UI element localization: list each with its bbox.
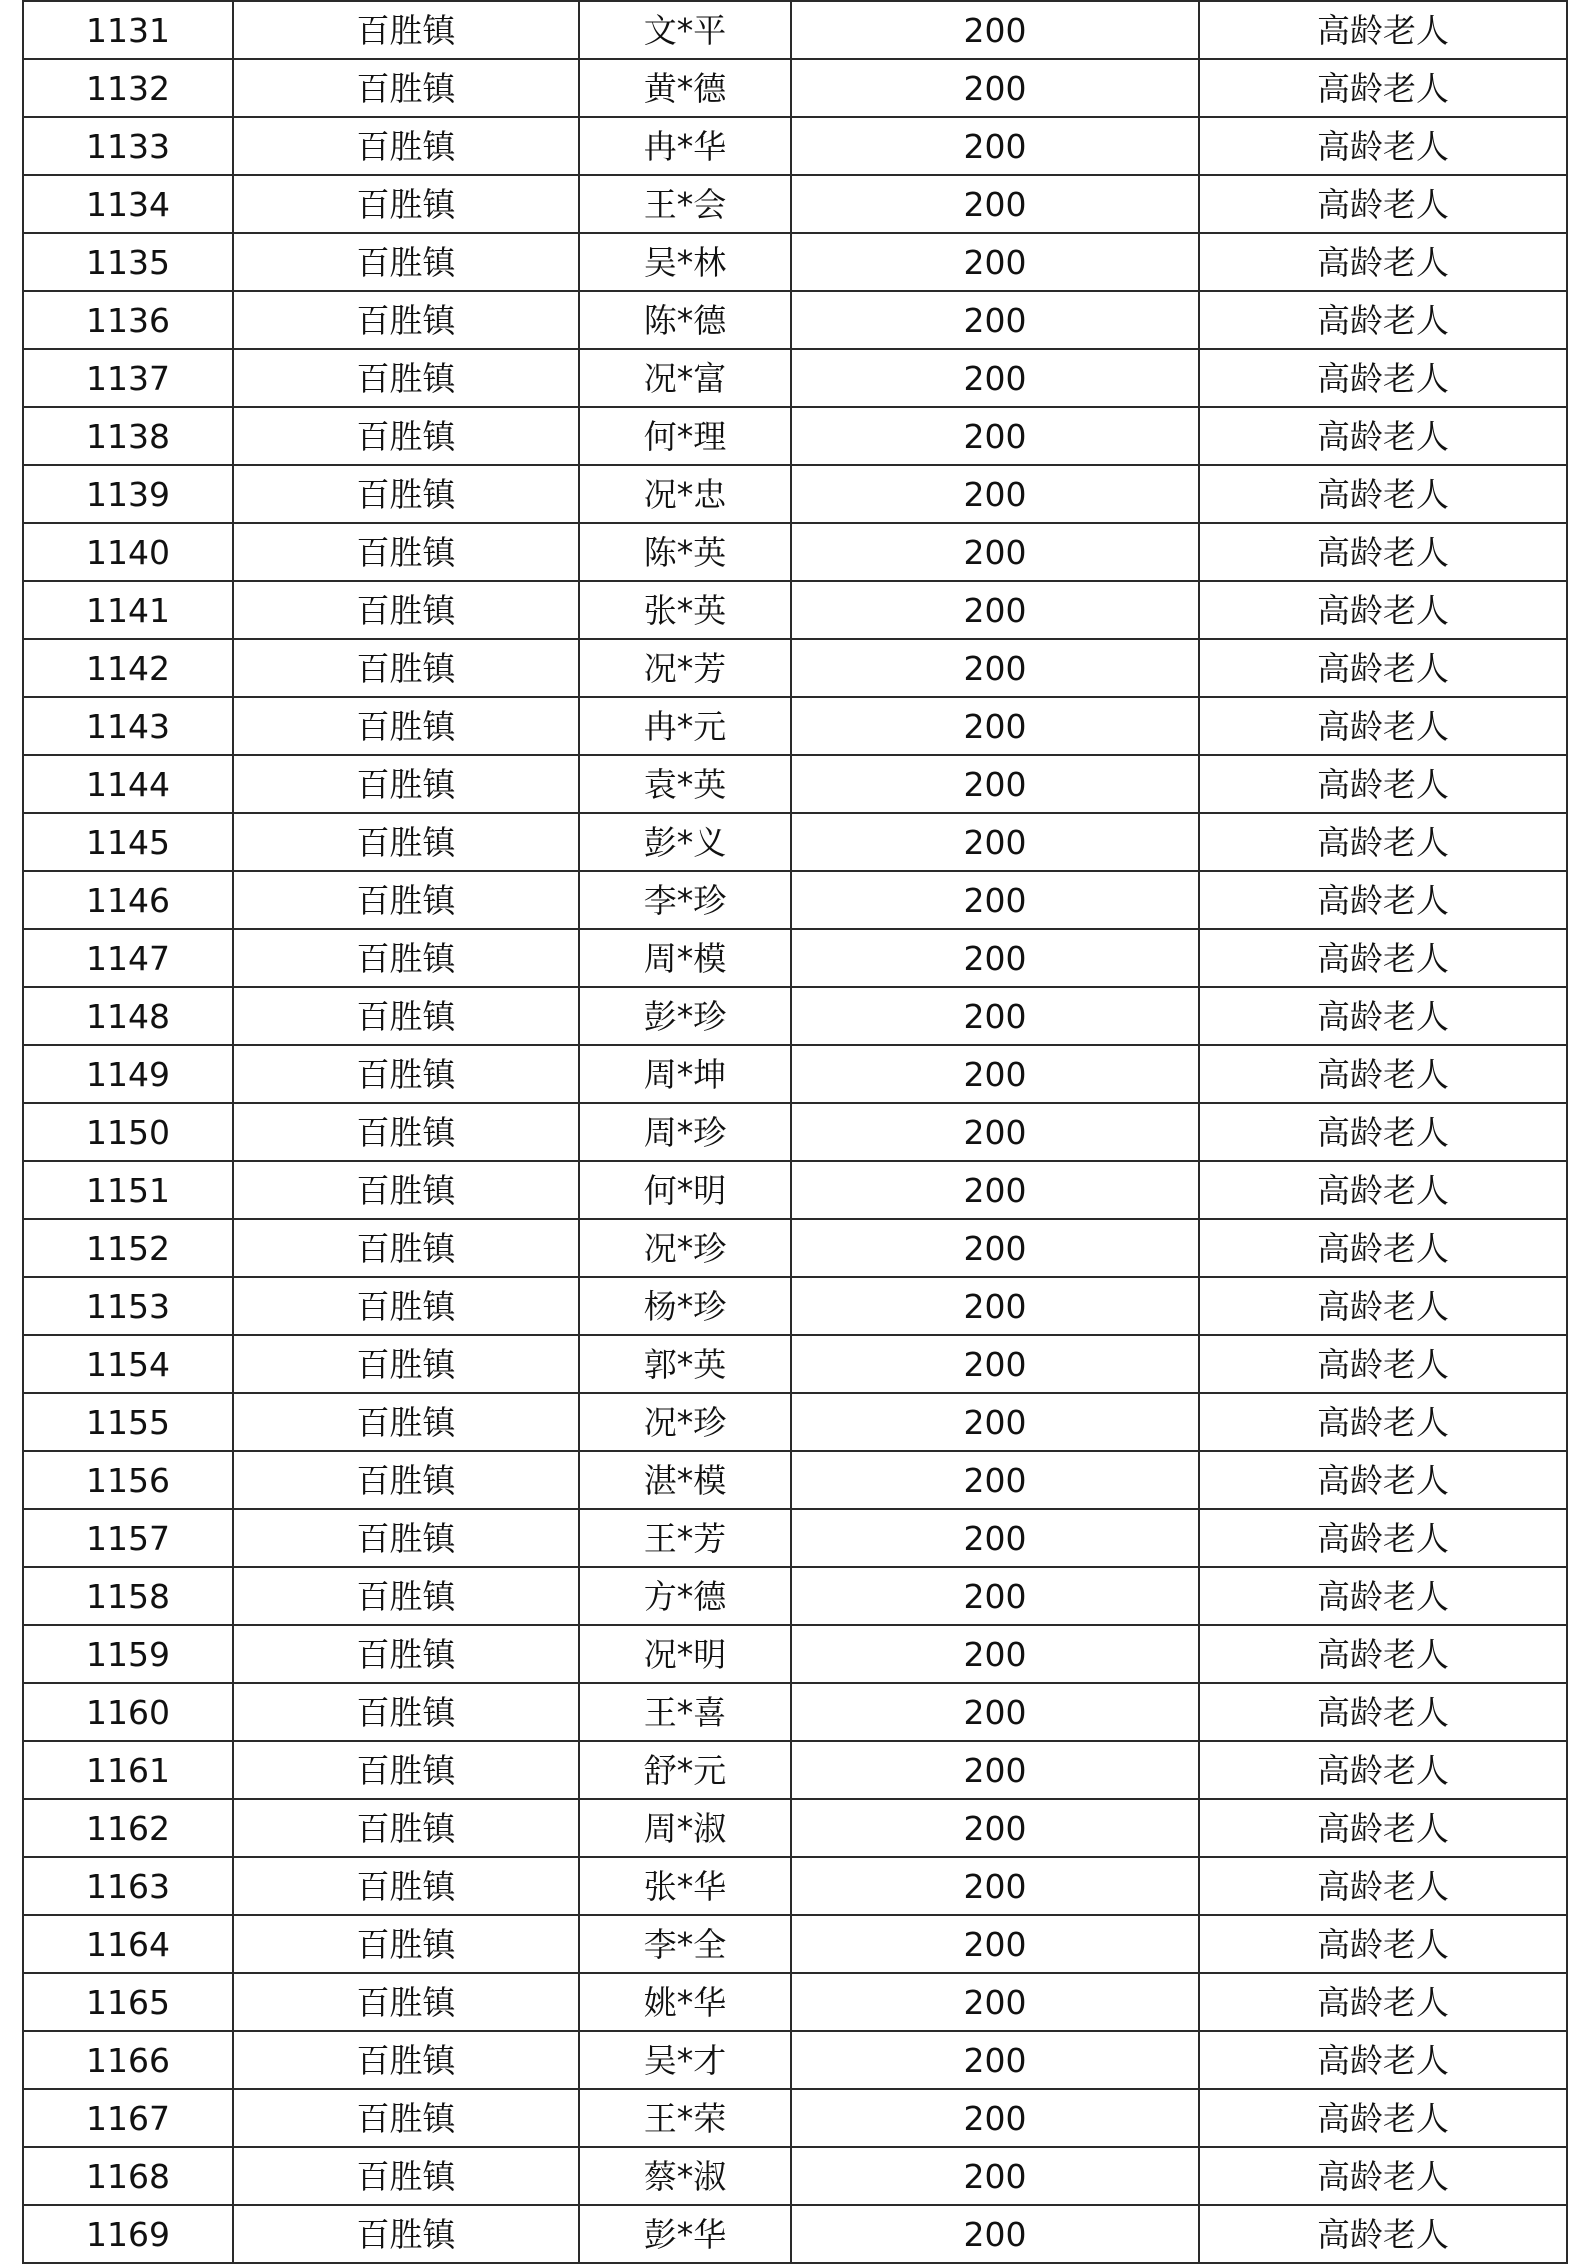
row-number-cell: 1158 [23,1567,233,1625]
town-cell: 百胜镇 [233,1915,579,1973]
row-number-cell: 1167 [23,2089,233,2147]
row-number-cell: 1137 [23,349,233,407]
table-row [23,523,1567,581]
table-row [23,59,1567,117]
category-cell: 高龄老人 [1199,117,1567,175]
amount-cell: 200 [791,59,1199,117]
table-row [23,1799,1567,1857]
table-row [23,2205,1567,2263]
table-row [23,1857,1567,1915]
name-cell: 何*理 [579,407,791,465]
amount-cell: 200 [791,523,1199,581]
table-row [23,1335,1567,1393]
table-row [23,407,1567,465]
name-cell: 况*明 [579,1625,791,1683]
row-number-cell: 1135 [23,233,233,291]
category-cell: 高龄老人 [1199,1509,1567,1567]
amount-cell: 200 [791,233,1199,291]
table-row [23,465,1567,523]
name-cell: 况*珍 [579,1219,791,1277]
table-row [23,1625,1567,1683]
amount-cell: 200 [791,2031,1199,2089]
table-row [23,233,1567,291]
category-cell: 高龄老人 [1199,407,1567,465]
name-cell: 吴*才 [579,2031,791,2089]
category-cell: 高龄老人 [1199,59,1567,117]
name-cell: 张*英 [579,581,791,639]
town-cell: 百胜镇 [233,581,579,639]
amount-cell: 200 [791,1161,1199,1219]
table-row [23,1567,1567,1625]
town-cell: 百胜镇 [233,1683,579,1741]
amount-cell: 200 [791,2147,1199,2205]
name-cell: 冉*元 [579,697,791,755]
town-cell: 百胜镇 [233,233,579,291]
name-cell: 姚*华 [579,1973,791,2031]
row-number-cell: 1136 [23,291,233,349]
category-cell: 高龄老人 [1199,697,1567,755]
table-row [23,1277,1567,1335]
name-cell: 杨*珍 [579,1277,791,1335]
row-number-cell: 1160 [23,1683,233,1741]
table-row [23,813,1567,871]
row-number-cell: 1168 [23,2147,233,2205]
name-cell: 周*模 [579,929,791,987]
amount-cell: 200 [791,929,1199,987]
table-row [23,871,1567,929]
category-cell: 高龄老人 [1199,755,1567,813]
amount-cell: 200 [791,1103,1199,1161]
category-cell: 高龄老人 [1199,1335,1567,1393]
row-number-cell: 1131 [23,1,233,59]
name-cell: 陈*英 [579,523,791,581]
town-cell: 百胜镇 [233,407,579,465]
table-row [23,1451,1567,1509]
town-cell: 百胜镇 [233,1335,579,1393]
town-cell: 百胜镇 [233,1103,579,1161]
amount-cell: 200 [791,697,1199,755]
name-cell: 吴*林 [579,233,791,291]
town-cell: 百胜镇 [233,987,579,1045]
category-cell: 高龄老人 [1199,1973,1567,2031]
row-number-cell: 1157 [23,1509,233,1567]
category-cell: 高龄老人 [1199,2089,1567,2147]
amount-cell: 200 [791,1045,1199,1103]
row-number-cell: 1149 [23,1045,233,1103]
town-cell: 百胜镇 [233,1451,579,1509]
category-cell: 高龄老人 [1199,1103,1567,1161]
name-cell: 彭*珍 [579,987,791,1045]
category-cell: 高龄老人 [1199,2147,1567,2205]
name-cell: 周*珍 [579,1103,791,1161]
amount-cell: 200 [791,1567,1199,1625]
amount-cell: 200 [791,1393,1199,1451]
amount-cell: 200 [791,755,1199,813]
row-number-cell: 1140 [23,523,233,581]
row-number-cell: 1156 [23,1451,233,1509]
town-cell: 百胜镇 [233,639,579,697]
town-cell: 百胜镇 [233,697,579,755]
table-row [23,1045,1567,1103]
name-cell: 李*全 [579,1915,791,1973]
table-row [23,175,1567,233]
town-cell: 百胜镇 [233,1973,579,2031]
town-cell: 百胜镇 [233,291,579,349]
amount-cell: 200 [791,987,1199,1045]
table-row [23,2147,1567,2205]
name-cell: 况*芳 [579,639,791,697]
town-cell: 百胜镇 [233,1799,579,1857]
category-cell: 高龄老人 [1199,581,1567,639]
amount-cell: 200 [791,1799,1199,1857]
row-number-cell: 1146 [23,871,233,929]
row-number-cell: 1162 [23,1799,233,1857]
town-cell: 百胜镇 [233,1857,579,1915]
town-cell: 百胜镇 [233,1509,579,1567]
category-cell: 高龄老人 [1199,1161,1567,1219]
row-number-cell: 1154 [23,1335,233,1393]
table-row [23,2089,1567,2147]
amount-cell: 200 [791,581,1199,639]
town-cell: 百胜镇 [233,349,579,407]
amount-cell: 200 [791,2205,1199,2263]
subsidy-list-table [22,0,1568,2264]
category-cell: 高龄老人 [1199,349,1567,407]
category-cell: 高龄老人 [1199,233,1567,291]
table-row [23,1,1567,59]
category-cell: 高龄老人 [1199,813,1567,871]
row-number-cell: 1145 [23,813,233,871]
town-cell: 百胜镇 [233,755,579,813]
table-row [23,581,1567,639]
amount-cell: 200 [791,407,1199,465]
row-number-cell: 1143 [23,697,233,755]
town-cell: 百胜镇 [233,1277,579,1335]
town-cell: 百胜镇 [233,929,579,987]
amount-cell: 200 [791,1625,1199,1683]
table-row [23,1161,1567,1219]
category-cell: 高龄老人 [1199,2031,1567,2089]
amount-cell: 200 [791,1,1199,59]
row-number-cell: 1142 [23,639,233,697]
town-cell: 百胜镇 [233,117,579,175]
row-number-cell: 1169 [23,2205,233,2263]
town-cell: 百胜镇 [233,523,579,581]
table-row [23,639,1567,697]
table-row [23,987,1567,1045]
name-cell: 郭*英 [579,1335,791,1393]
row-number-cell: 1164 [23,1915,233,1973]
town-cell: 百胜镇 [233,1219,579,1277]
town-cell: 百胜镇 [233,1567,579,1625]
category-cell: 高龄老人 [1199,1625,1567,1683]
amount-cell: 200 [791,1277,1199,1335]
row-number-cell: 1151 [23,1161,233,1219]
table-row [23,755,1567,813]
name-cell: 袁*英 [579,755,791,813]
table-row [23,349,1567,407]
amount-cell: 200 [791,2089,1199,2147]
name-cell: 张*华 [579,1857,791,1915]
table-row [23,2031,1567,2089]
name-cell: 彭*义 [579,813,791,871]
row-number-cell: 1161 [23,1741,233,1799]
row-number-cell: 1163 [23,1857,233,1915]
category-cell: 高龄老人 [1199,1219,1567,1277]
town-cell: 百胜镇 [233,2205,579,2263]
category-cell: 高龄老人 [1199,523,1567,581]
amount-cell: 200 [791,639,1199,697]
name-cell: 李*珍 [579,871,791,929]
name-cell: 蔡*淑 [579,2147,791,2205]
row-number-cell: 1165 [23,1973,233,2031]
row-number-cell: 1153 [23,1277,233,1335]
table-row [23,1393,1567,1451]
row-number-cell: 1155 [23,1393,233,1451]
category-cell: 高龄老人 [1199,1277,1567,1335]
name-cell: 陈*德 [579,291,791,349]
category-cell: 高龄老人 [1199,1045,1567,1103]
category-cell: 高龄老人 [1199,1393,1567,1451]
row-number-cell: 1147 [23,929,233,987]
name-cell: 王*喜 [579,1683,791,1741]
amount-cell: 200 [791,1683,1199,1741]
row-number-cell: 1132 [23,59,233,117]
amount-cell: 200 [791,1741,1199,1799]
name-cell: 黄*德 [579,59,791,117]
amount-cell: 200 [791,1509,1199,1567]
town-cell: 百胜镇 [233,1741,579,1799]
row-number-cell: 1166 [23,2031,233,2089]
table-row [23,1509,1567,1567]
name-cell: 王*会 [579,175,791,233]
name-cell: 况*忠 [579,465,791,523]
name-cell: 王*荣 [579,2089,791,2147]
amount-cell: 200 [791,465,1199,523]
row-number-cell: 1144 [23,755,233,813]
table-row [23,929,1567,987]
name-cell: 王*芳 [579,1509,791,1567]
row-number-cell: 1141 [23,581,233,639]
category-cell: 高龄老人 [1199,1857,1567,1915]
table-row [23,697,1567,755]
name-cell: 冉*华 [579,117,791,175]
row-number-cell: 1138 [23,407,233,465]
category-cell: 高龄老人 [1199,639,1567,697]
amount-cell: 200 [791,117,1199,175]
amount-cell: 200 [791,1973,1199,2031]
amount-cell: 200 [791,291,1199,349]
town-cell: 百胜镇 [233,1393,579,1451]
name-cell: 何*明 [579,1161,791,1219]
amount-cell: 200 [791,813,1199,871]
amount-cell: 200 [791,1857,1199,1915]
town-cell: 百胜镇 [233,813,579,871]
row-number-cell: 1148 [23,987,233,1045]
table-body [23,1,1567,2263]
town-cell: 百胜镇 [233,465,579,523]
category-cell: 高龄老人 [1199,1451,1567,1509]
category-cell: 高龄老人 [1199,1799,1567,1857]
town-cell: 百胜镇 [233,59,579,117]
amount-cell: 200 [791,1915,1199,1973]
category-cell: 高龄老人 [1199,929,1567,987]
amount-cell: 200 [791,1451,1199,1509]
amount-cell: 200 [791,1335,1199,1393]
amount-cell: 200 [791,871,1199,929]
table-row [23,291,1567,349]
category-cell: 高龄老人 [1199,987,1567,1045]
table-row [23,1741,1567,1799]
name-cell: 周*淑 [579,1799,791,1857]
category-cell: 高龄老人 [1199,1,1567,59]
town-cell: 百胜镇 [233,1161,579,1219]
row-number-cell: 1133 [23,117,233,175]
category-cell: 高龄老人 [1199,175,1567,233]
table-row [23,1683,1567,1741]
category-cell: 高龄老人 [1199,465,1567,523]
town-cell: 百胜镇 [233,2147,579,2205]
category-cell: 高龄老人 [1199,1683,1567,1741]
town-cell: 百胜镇 [233,2089,579,2147]
table-row [23,1219,1567,1277]
name-cell: 况*富 [579,349,791,407]
category-cell: 高龄老人 [1199,1567,1567,1625]
name-cell: 方*德 [579,1567,791,1625]
name-cell: 周*坤 [579,1045,791,1103]
name-cell: 文*平 [579,1,791,59]
row-number-cell: 1152 [23,1219,233,1277]
category-cell: 高龄老人 [1199,2205,1567,2263]
row-number-cell: 1159 [23,1625,233,1683]
town-cell: 百胜镇 [233,175,579,233]
town-cell: 百胜镇 [233,2031,579,2089]
table-row [23,117,1567,175]
amount-cell: 200 [791,1219,1199,1277]
category-cell: 高龄老人 [1199,1741,1567,1799]
town-cell: 百胜镇 [233,1625,579,1683]
name-cell: 况*珍 [579,1393,791,1451]
name-cell: 湛*模 [579,1451,791,1509]
town-cell: 百胜镇 [233,1045,579,1103]
name-cell: 彭*华 [579,2205,791,2263]
amount-cell: 200 [791,175,1199,233]
town-cell: 百胜镇 [233,1,579,59]
row-number-cell: 1139 [23,465,233,523]
row-number-cell: 1150 [23,1103,233,1161]
table-row [23,1973,1567,2031]
town-cell: 百胜镇 [233,871,579,929]
table-row [23,1103,1567,1161]
name-cell: 舒*元 [579,1741,791,1799]
category-cell: 高龄老人 [1199,871,1567,929]
category-cell: 高龄老人 [1199,1915,1567,1973]
category-cell: 高龄老人 [1199,291,1567,349]
amount-cell: 200 [791,349,1199,407]
table-row [23,1915,1567,1973]
row-number-cell: 1134 [23,175,233,233]
